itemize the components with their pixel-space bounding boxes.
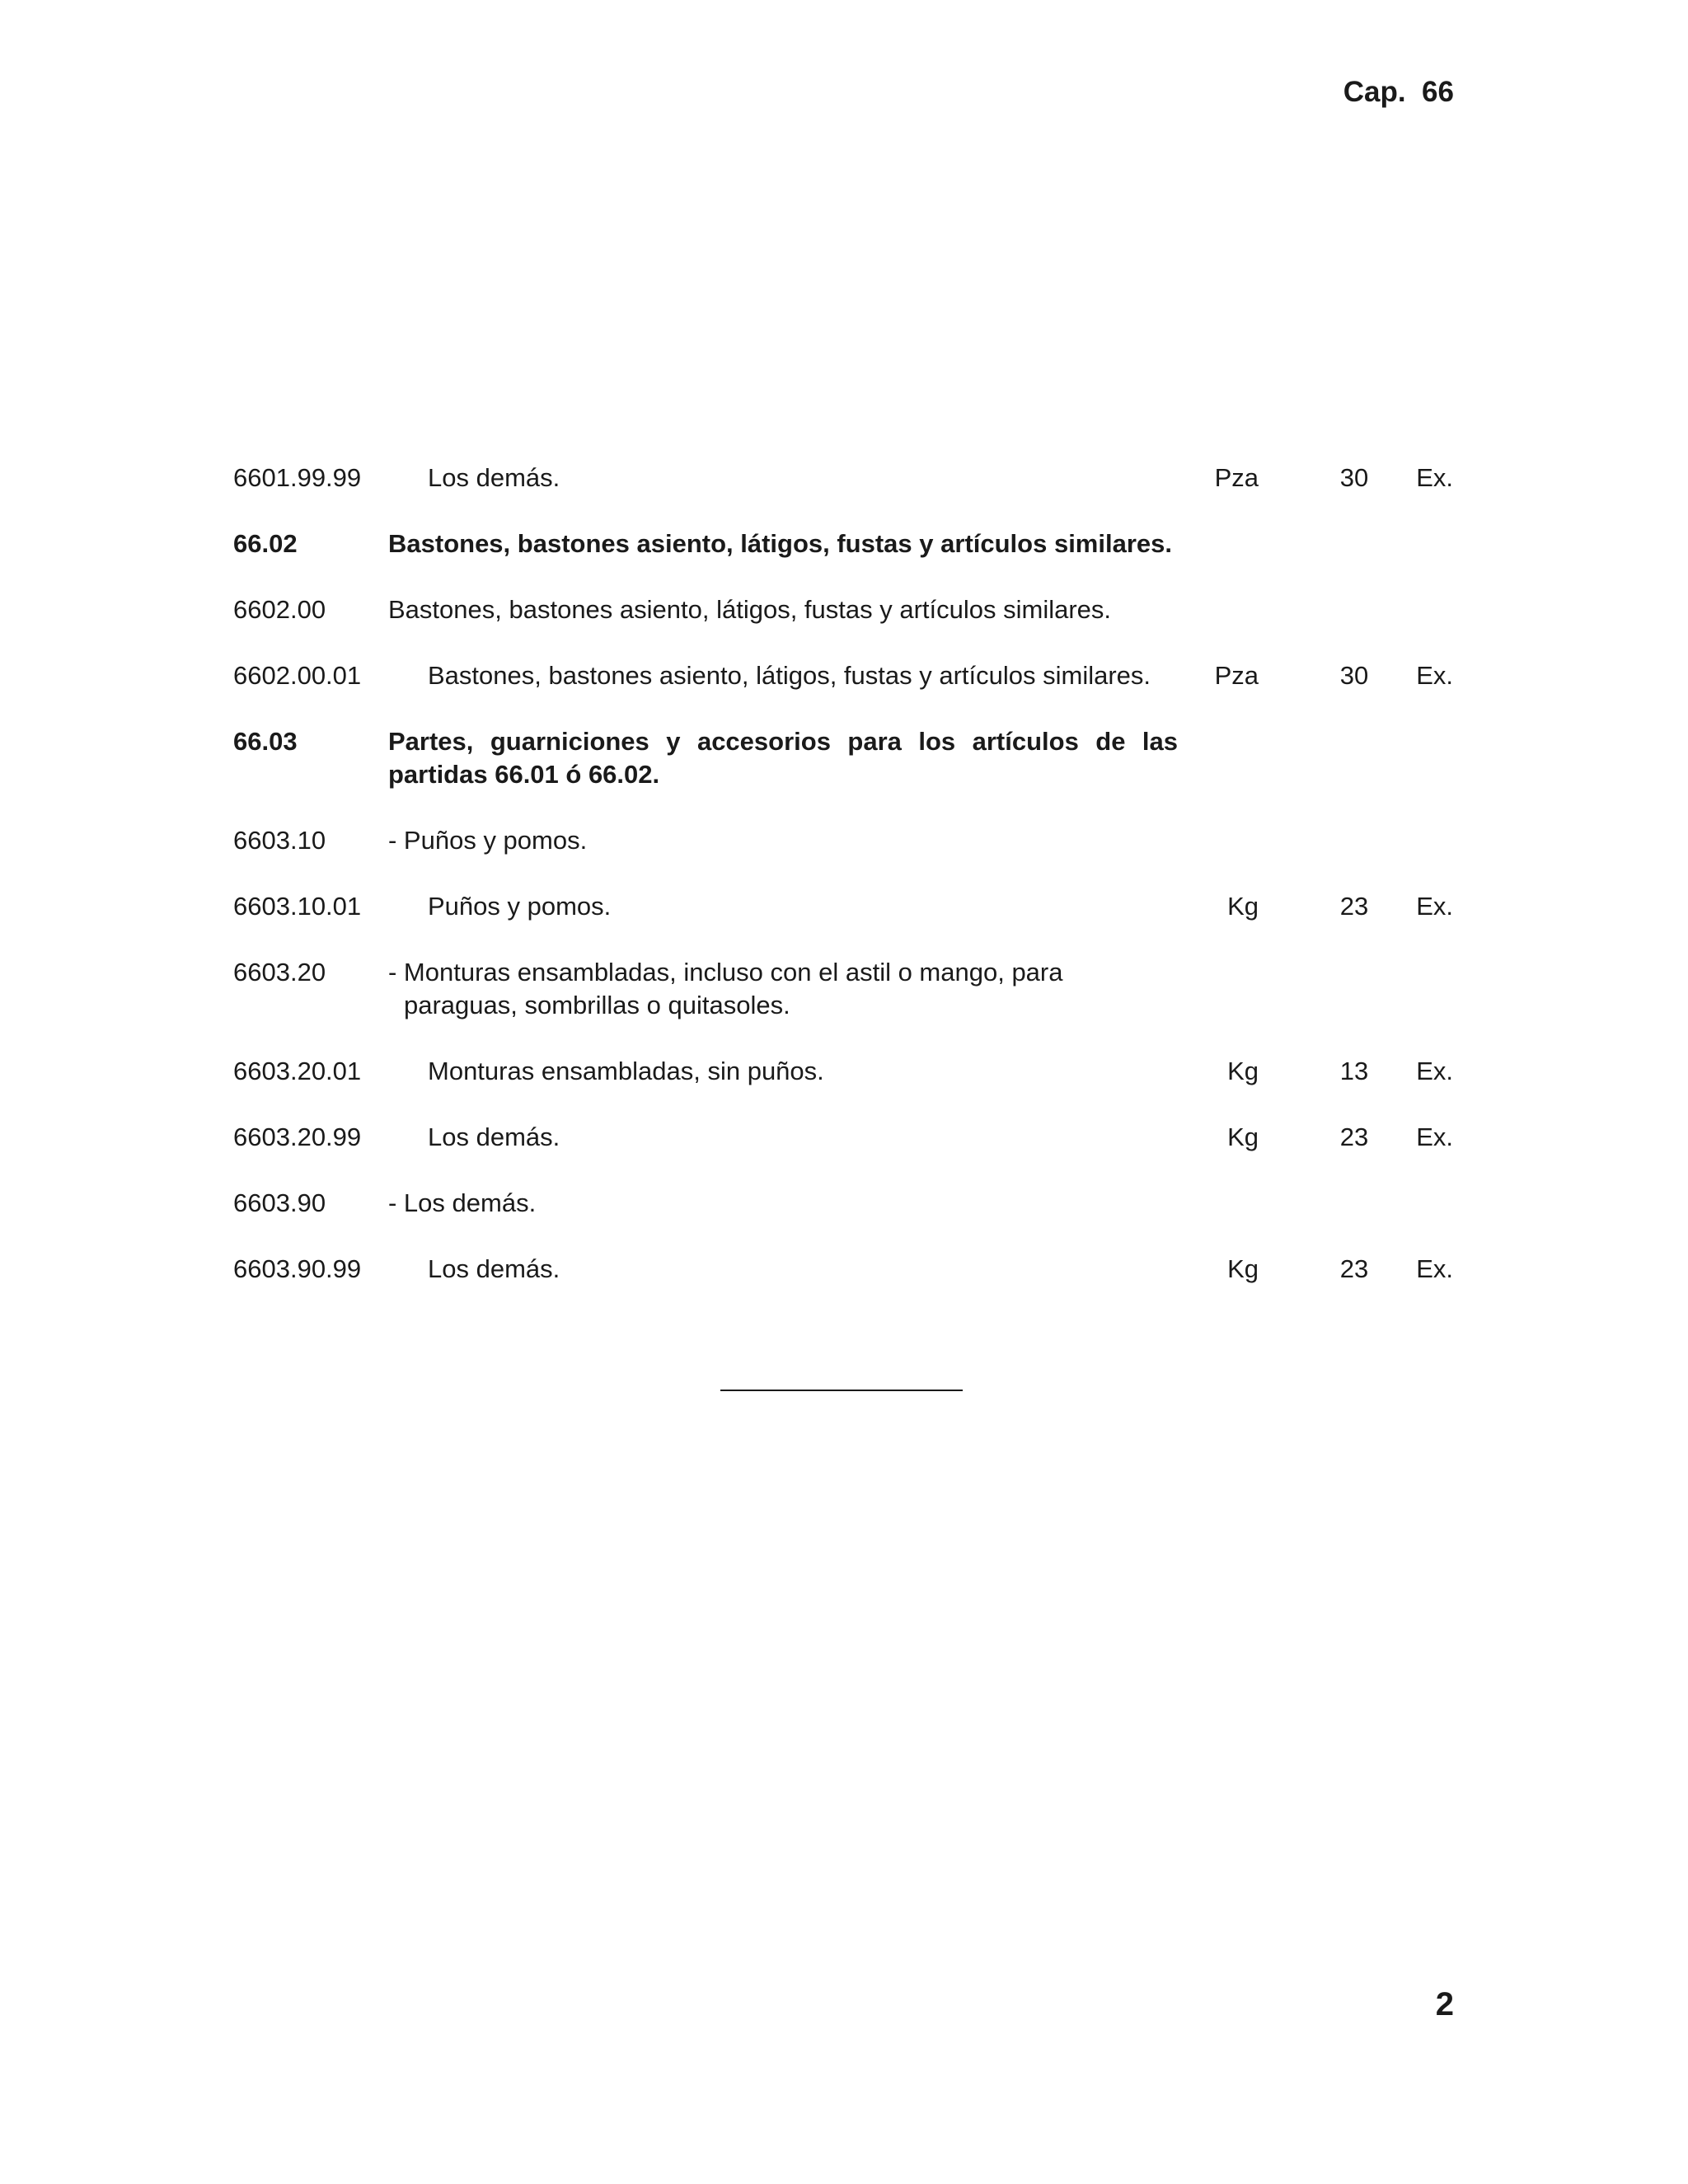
unit: Pza <box>1214 463 1259 492</box>
tariff-row <box>233 890 1453 923</box>
export-rate: Ex. <box>1416 1057 1453 1085</box>
export-rate: Ex. <box>1416 1122 1453 1151</box>
unit: Kg <box>1227 1057 1259 1085</box>
subheading-description: - Los demás. <box>388 1188 537 1217</box>
export-rate: Ex. <box>1416 892 1453 921</box>
tariff-code: 6602.00.01 <box>233 661 362 690</box>
subheading-row <box>233 593 1453 626</box>
subheading-code: 6603.20 <box>233 958 326 987</box>
heading-description: Partes, guarniciones y accesorios para los artículos de las partidas 66.01 ó 66.02. <box>388 727 1178 789</box>
heading-row <box>233 527 1453 560</box>
unit: Pza <box>1214 661 1259 690</box>
subheading-description: - Puños y pomos. <box>388 826 588 855</box>
unit: Kg <box>1227 892 1259 921</box>
page-number: 2 <box>1435 1986 1454 2022</box>
tariff-description: Los demás. <box>428 463 560 492</box>
tariff-description: Monturas ensambladas, sin puños. <box>428 1057 824 1085</box>
subheading-description: Bastones, bastones asiento, látigos, fustas y artículos similares. <box>388 595 1112 624</box>
tariff-row <box>233 1121 1453 1154</box>
tariff-description: Los demás. <box>428 1122 560 1151</box>
tariff-rate: 13 <box>1339 1057 1369 1085</box>
subheading-code: 6603.10 <box>233 826 326 855</box>
tariff-table <box>233 462 1453 1286</box>
heading-description: Bastones, bastones asiento, látigos, fustas y artículos similares. <box>388 529 1172 558</box>
heading-code: 66.03 <box>233 727 298 756</box>
tariff-row <box>233 659 1453 692</box>
tariff-rate: 23 <box>1339 892 1369 921</box>
export-rate: Ex. <box>1416 661 1453 690</box>
heading-row <box>233 725 1453 791</box>
tariff-description: Bastones, bastones asiento, látigos, fustas y artículos similares. <box>428 661 1151 690</box>
tariff-description: Los demás. <box>428 1254 560 1283</box>
tariff-row <box>233 1253 1453 1286</box>
tariff-row <box>233 1055 1453 1088</box>
export-rate: Ex. <box>1416 1254 1453 1283</box>
subheading-row <box>233 956 1453 1022</box>
subheading-row <box>233 824 1453 857</box>
tariff-code: 6603.20.99 <box>233 1122 362 1151</box>
subheading-description: - Monturas ensambladas, incluso con el astil o mango, para paraguas, sombrillas o quitasoles. <box>388 958 1063 1019</box>
heading-code: 66.02 <box>233 529 298 558</box>
tariff-rate: 23 <box>1339 1254 1369 1283</box>
subheading-code: 6602.00 <box>233 595 326 624</box>
end-of-section-rule <box>720 1390 963 1391</box>
tariff-description: Puños y pomos. <box>428 892 612 921</box>
export-rate: Ex. <box>1416 463 1453 492</box>
unit: Kg <box>1227 1122 1259 1151</box>
subheading-row <box>233 1187 1453 1220</box>
tariff-code: 6603.90.99 <box>233 1254 362 1283</box>
tariff-rate: 30 <box>1339 661 1369 690</box>
tariff-code: 6603.10.01 <box>233 892 362 921</box>
tariff-code: 6603.20.01 <box>233 1057 362 1085</box>
tariff-rate: 23 <box>1339 1122 1369 1151</box>
chapter-label: Cap. 66 <box>1343 76 1454 108</box>
tariff-row <box>233 462 1453 494</box>
tariff-code: 6601.99.99 <box>233 463 362 492</box>
tariff-rate: 30 <box>1339 463 1369 492</box>
subheading-code: 6603.90 <box>233 1188 326 1217</box>
unit: Kg <box>1227 1254 1259 1283</box>
